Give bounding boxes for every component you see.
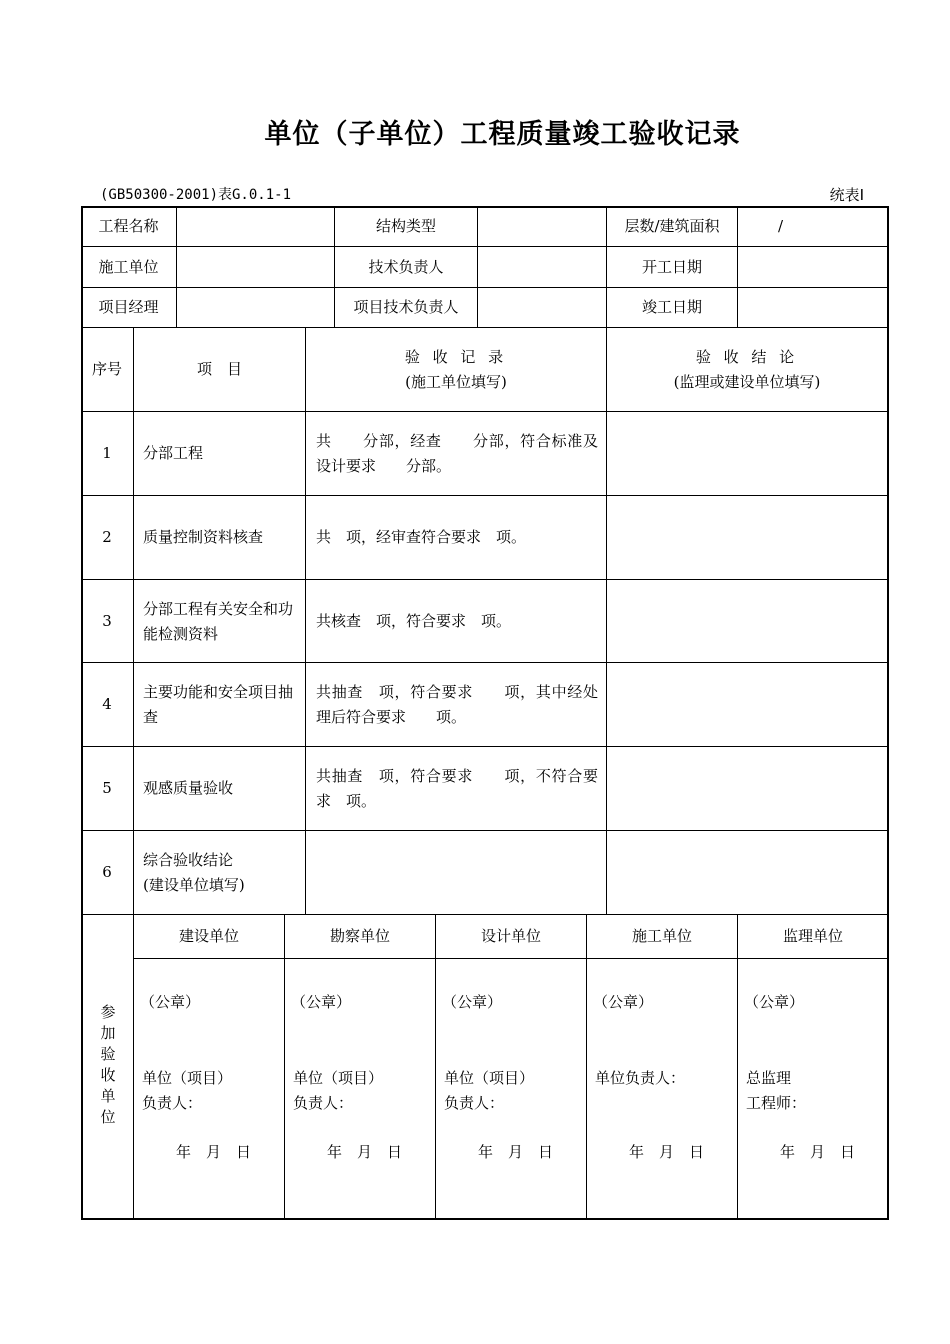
participant-unit-name: 设计单位 — [480, 927, 541, 945]
contractor-field[interactable] — [177, 247, 333, 287]
project-manager-field[interactable] — [177, 288, 333, 327]
contractor-label: 施工单位 — [98, 257, 159, 276]
standard-code: (GB50300-2001)表G.0.1-1 — [100, 187, 292, 203]
participant-signature-area[interactable] — [587, 959, 737, 1218]
start-date-label: 开工日期 — [641, 257, 702, 276]
completion-date-field[interactable] — [738, 288, 887, 327]
row-record-text: 共核查 项，符合要求 项。 — [316, 612, 512, 630]
participant-signature-area[interactable] — [436, 959, 586, 1218]
row-record-text: 共抽查 项，符合要求 项，不符合要求 项。 — [316, 766, 598, 810]
record-column-header — [306, 328, 606, 411]
conclusion-header-title: 验 收 结 论 — [695, 347, 799, 366]
page-title: 单位（子单位）工程质量竣工验收记录 — [264, 119, 741, 150]
signer-label: 单位负责人： — [595, 1069, 686, 1087]
row-conclusion-field[interactable] — [607, 412, 887, 495]
signer-label: 单位（项目） 负责人： — [444, 1069, 535, 1112]
sign-date-label: 年 月 日 — [780, 1143, 856, 1161]
tech-lead-label: 技术负责人 — [368, 257, 444, 276]
floors-area-field[interactable]: / — [778, 216, 784, 235]
project-name-field[interactable] — [177, 207, 333, 246]
signer-label: 单位（项目） 负责人： — [293, 1069, 384, 1112]
row-item-label: 分部工程有关安全和功能检测资料 — [143, 599, 294, 643]
participant-unit-name: 建设单位 — [178, 927, 239, 945]
row-item-label: 质量控制资料核查 — [143, 528, 264, 546]
project-manager-label: 项目经理 — [98, 298, 159, 316]
row-number: 5 — [102, 779, 112, 797]
row-conclusion-field[interactable] — [607, 496, 887, 579]
tech-lead-field[interactable] — [478, 247, 605, 287]
seal-placeholder: （公章） — [744, 993, 805, 1011]
row-conclusion-field[interactable] — [607, 580, 887, 663]
item-column-header: 项 目 — [196, 360, 242, 378]
acceptance-form-table — [81, 206, 889, 1220]
record-header-sub: (施工单位填写) — [405, 372, 507, 391]
row-number: 3 — [102, 612, 112, 630]
completion-date-label: 竣工日期 — [641, 298, 702, 316]
continuation-mark: 统表Ⅰ — [829, 186, 864, 204]
row-record-field[interactable] — [306, 831, 606, 914]
row-record-text: 共抽查 项，符合要求 项，其中经处理后符合要求 项。 — [316, 682, 598, 726]
row-record-field[interactable] — [306, 747, 606, 830]
row-record-text: 共 项，经审查符合要求 项。 — [316, 528, 527, 546]
participant-unit-name: 勘察单位 — [329, 927, 390, 945]
conclusion-column-header — [607, 328, 887, 411]
row-number: 4 — [102, 695, 112, 713]
participant-signature-area[interactable] — [285, 959, 435, 1218]
structure-type-field[interactable] — [478, 207, 605, 246]
signer-label: 单位（项目） 负责人： — [142, 1069, 233, 1112]
floors-area-label: 层数/建筑面积 — [624, 216, 720, 235]
row-number: 1 — [102, 444, 112, 462]
row-record-field[interactable] — [306, 496, 606, 579]
seal-placeholder: （公章） — [291, 993, 352, 1011]
participant-unit-name: 施工单位 — [631, 927, 692, 945]
row-record-field[interactable] — [306, 580, 606, 663]
row-item-label: 综合验收结论 (建设单位填写) — [143, 850, 245, 894]
participant-signature-area[interactable] — [738, 959, 888, 1218]
project-name-label: 工程名称 — [98, 216, 159, 235]
start-date-field[interactable] — [738, 247, 887, 287]
participants-label-cell — [81, 915, 133, 1218]
row-record-text: 共 分部，经查 分部，符合标准及设计要求 分部。 — [316, 431, 598, 475]
row-item-label: 观感质量验收 — [143, 779, 234, 797]
participant-signature-area[interactable] — [134, 959, 284, 1218]
sign-date-label: 年 月 日 — [478, 1143, 554, 1161]
sign-date-label: 年 月 日 — [176, 1143, 252, 1161]
row-number: 6 — [102, 863, 112, 881]
project-tech-lead-field[interactable] — [478, 288, 605, 327]
row-record-field[interactable] — [306, 663, 606, 746]
row-item-label: 主要功能和安全项目抽查 — [143, 682, 294, 726]
seal-placeholder: （公章） — [140, 993, 201, 1011]
row-item-label: 分部工程 — [143, 444, 204, 462]
row-conclusion-field[interactable] — [607, 747, 887, 830]
seq-column-header: 序号 — [91, 360, 122, 378]
sign-date-label: 年 月 日 — [327, 1143, 403, 1161]
row-record-field[interactable] — [306, 412, 606, 495]
seal-placeholder: （公章） — [442, 993, 503, 1011]
signer-label: 总监理 工程师： — [746, 1069, 807, 1112]
conclusion-header-sub: (监理或建设单位填写) — [673, 372, 821, 391]
project-tech-lead-label: 项目技术负责人 — [353, 298, 459, 316]
row-number: 2 — [102, 528, 112, 546]
participant-unit-name: 监理单位 — [782, 927, 843, 945]
row-conclusion-field[interactable] — [607, 831, 887, 914]
row-conclusion-field[interactable] — [607, 663, 887, 746]
record-header-title: 验 收 记 录 — [404, 347, 508, 366]
seal-placeholder: （公章） — [593, 993, 654, 1011]
sign-date-label: 年 月 日 — [629, 1143, 705, 1161]
participants-label: 参加验收单位 — [98, 1003, 117, 1130]
structure-type-label: 结构类型 — [375, 216, 436, 235]
